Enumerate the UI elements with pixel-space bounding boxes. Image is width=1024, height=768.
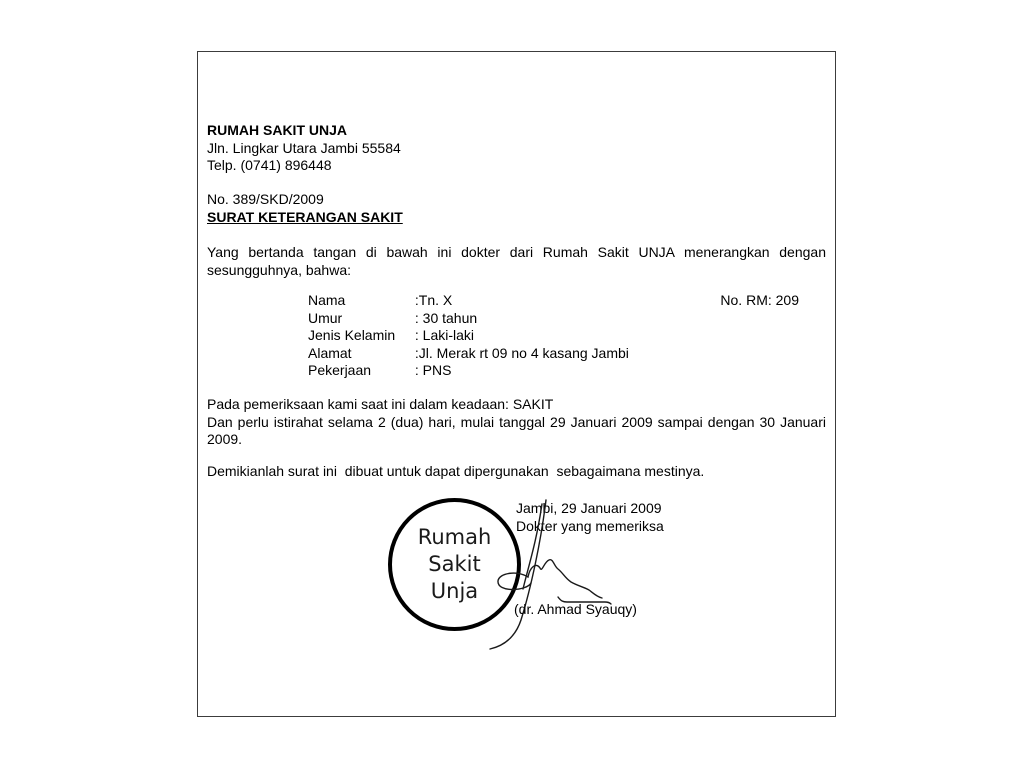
number-title-block	[207, 191, 826, 225]
stamp-line-1: Rumah	[417, 525, 492, 549]
field-label: Umur	[308, 309, 343, 326]
medical-record-number: No. RM: 209	[720, 292, 799, 308]
hospital-phone: Telp. (0741) 896448	[207, 157, 332, 173]
examination-rest-line: Dan perlu istirahat selama 2 (dua) hari, mulai tanggal 29 Januari 2009 sampai dengan 30 Januari 2009.	[207, 413, 826, 447]
letterhead	[207, 122, 401, 175]
field-row-umur	[308, 310, 629, 328]
stamp-line-3: Unja	[430, 579, 479, 603]
hospital-name: RUMAH SAKIT UNJA	[207, 122, 347, 138]
field-value: : 30 tahun	[414, 309, 478, 326]
doctor-name: (dr. Ahmad Syauqy)	[514, 601, 637, 617]
intro-paragraph: Yang bertanda tangan di bawah ini dokter dari Rumah Sakit UNJA menerangkan dengan sesungguhnya, bahwa:	[207, 244, 826, 278]
hospital-address: Jln. Lingkar Utara Jambi 55584	[207, 139, 401, 156]
letter-number: No. 389/SKD/2009	[207, 191, 324, 207]
examination-paragraph	[207, 396, 826, 449]
patient-fields	[308, 292, 629, 380]
stamp-line-2: Sakit	[428, 552, 481, 576]
field-label: Pekerjaan	[308, 362, 372, 378]
field-row-alamat	[308, 345, 629, 363]
field-label: Jenis Kelamin	[308, 327, 396, 343]
examiner-role: Dokter yang memeriksa	[516, 517, 664, 534]
field-value: : PNS	[414, 362, 452, 378]
field-value: :Tn. X	[414, 292, 453, 308]
field-row-pekerjaan	[308, 362, 629, 380]
field-value: :Jl. Merak rt 09 no 4 kasang Jambi	[414, 344, 629, 361]
signature-scribble	[481, 496, 621, 656]
place-date: Jambi, 29 Januari 2009	[516, 500, 662, 516]
field-row-jenis-kelamin	[308, 327, 629, 345]
field-label: Alamat	[308, 344, 352, 361]
field-row-nama	[308, 292, 629, 310]
letter-title: SURAT KETERANGAN SAKIT	[207, 208, 403, 225]
closing-paragraph: Demikianlah surat ini dibuat untuk dapat dipergunakan sebagaimana mestinya.	[207, 463, 705, 479]
field-value: : Laki-laki	[414, 327, 475, 343]
document-page	[197, 51, 836, 717]
field-label: Nama	[308, 292, 346, 308]
examination-status-line: Pada pemeriksaan kami saat ini dalam keadaan: SAKIT	[207, 396, 554, 412]
